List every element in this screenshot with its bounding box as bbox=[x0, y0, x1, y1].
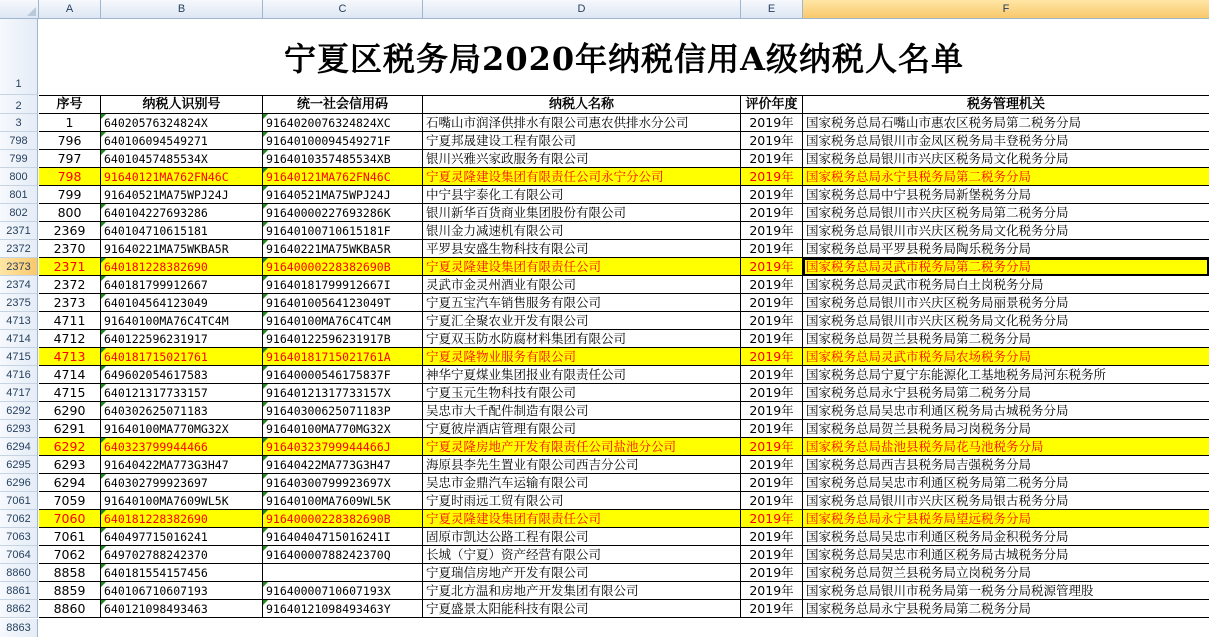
cell-credit-code[interactable]: 91640121098493463Y bbox=[263, 600, 423, 618]
cell-taxpayer-name[interactable]: 宁夏玉元生物科技有限公司 bbox=[423, 384, 741, 402]
table-row bbox=[39, 222, 1209, 240]
cell-taxpayer-id[interactable]: 640302625071183 bbox=[101, 402, 263, 420]
table-row bbox=[39, 276, 1209, 294]
highlighted-table-row bbox=[39, 510, 1209, 528]
cell-taxpayer-id[interactable]: 640181228382690 bbox=[101, 258, 263, 276]
cell-eval-year[interactable]: 2019年 bbox=[741, 564, 803, 582]
cell-seq[interactable]: 4714 bbox=[39, 366, 101, 384]
cell-taxpayer-id[interactable]: 640106710607193 bbox=[101, 582, 263, 600]
cell-taxpayer-name[interactable]: 宁夏双玉防水防腐材料集团有限公司 bbox=[423, 330, 741, 348]
cell-tax-authority[interactable]: 国家税务总局平罗县税务局陶乐税务分局 bbox=[803, 240, 1209, 258]
cell-taxpayer-id[interactable]: 640181799912667 bbox=[101, 276, 263, 294]
table-row bbox=[39, 600, 1209, 618]
cell-tax-authority[interactable]: 国家税务总局永宁县税务局第二税务分局 bbox=[803, 168, 1209, 186]
cell-eval-year[interactable]: 2019年 bbox=[741, 150, 803, 168]
highlighted-table-row bbox=[39, 258, 1209, 276]
cell-tax-authority[interactable]: 国家税务总局石嘴山市惠农区税务局第二税务分局 bbox=[803, 114, 1209, 132]
cell-tax-authority[interactable]: 国家税务总局永宁县税务局第二税务分局 bbox=[803, 384, 1209, 402]
cell-tax-authority[interactable]: 国家税务总局银川市税务局第一税务分局税源管理股 bbox=[803, 582, 1209, 600]
row-header[interactable]: 6295 bbox=[0, 456, 38, 474]
row-header[interactable]: 7061 bbox=[0, 492, 38, 510]
cell-seq[interactable]: 4712 bbox=[39, 330, 101, 348]
header-cell-taxpayer-id[interactable]: 纳税人识别号 bbox=[101, 95, 263, 114]
cell-taxpayer-id[interactable]: 91640121MA762FN46C bbox=[101, 168, 263, 186]
cell-credit-code[interactable]: 91640122596231917B bbox=[263, 330, 423, 348]
cell-taxpayer-id[interactable]: 640106094549271 bbox=[101, 132, 263, 150]
cell-taxpayer-id[interactable]: 91640422MA773G3H47 bbox=[101, 456, 263, 474]
cell-credit-code[interactable]: 91640300625071183P bbox=[263, 402, 423, 420]
row-header[interactable]: 798 bbox=[0, 132, 38, 150]
cell-taxpayer-name[interactable]: 石嘴山市润泽供排水有限公司惠农供排水分公司 bbox=[423, 114, 741, 132]
row-header[interactable]: 2374 bbox=[0, 276, 38, 294]
cell-seq[interactable]: 8859 bbox=[39, 582, 101, 600]
table-row bbox=[39, 366, 1209, 384]
cell-taxpayer-id[interactable]: 91640100MA7609WL5K bbox=[101, 492, 263, 510]
select-all-button[interactable] bbox=[0, 0, 39, 18]
row-header[interactable]: 1 bbox=[0, 19, 38, 95]
cell-taxpayer-id[interactable]: 649702788242370 bbox=[101, 546, 263, 564]
cell-tax-authority[interactable]: 国家税务总局银川市金凤区税务局丰登税务分局 bbox=[803, 132, 1209, 150]
column-header-f[interactable]: F bbox=[803, 0, 1209, 18]
table-row bbox=[39, 150, 1209, 168]
cell-credit-code[interactable]: 91640300799923697X bbox=[263, 474, 423, 492]
table-row bbox=[39, 186, 1209, 204]
cell-taxpayer-id[interactable]: 91640521MA75WPJ24J bbox=[101, 186, 263, 204]
cell-tax-authority[interactable]: 国家税务总局吴忠市利通区税务局古城税务分局 bbox=[803, 546, 1209, 564]
cell-taxpayer-id[interactable]: 640181228382690 bbox=[101, 510, 263, 528]
table-row bbox=[39, 582, 1209, 600]
row-header[interactable]: 3 bbox=[0, 114, 38, 132]
cell-taxpayer-name[interactable]: 灵武市金灵州酒业有限公司 bbox=[423, 276, 741, 294]
cell-eval-year[interactable]: 2019年 bbox=[741, 168, 803, 186]
cell-taxpayer-name[interactable]: 宁夏瑞信房地产开发有限公司 bbox=[423, 564, 741, 582]
cell-seq[interactable]: 7061 bbox=[39, 528, 101, 546]
cell-taxpayer-id[interactable]: 640497715016241 bbox=[101, 528, 263, 546]
cell-seq[interactable]: 6290 bbox=[39, 402, 101, 420]
cell-credit-code[interactable]: 91640100710615181F bbox=[263, 222, 423, 240]
row-header[interactable]: 6294 bbox=[0, 438, 38, 456]
row-header[interactable]: 2372 bbox=[0, 240, 38, 258]
cell-eval-year[interactable]: 2019年 bbox=[741, 258, 803, 276]
cell-taxpayer-id[interactable]: 91640100MA770MG32X bbox=[101, 420, 263, 438]
table-row bbox=[39, 204, 1209, 222]
cell-eval-year[interactable]: 2019年 bbox=[741, 510, 803, 528]
cell-taxpayer-name[interactable]: 海原县李先生置业有限公司西吉分公司 bbox=[423, 456, 741, 474]
cell-seq[interactable]: 7059 bbox=[39, 492, 101, 510]
cell-credit-code[interactable]: 91640121MA762FN46C bbox=[263, 168, 423, 186]
cell-seq[interactable]: 7060 bbox=[39, 510, 101, 528]
cell-eval-year[interactable]: 2019年 bbox=[741, 420, 803, 438]
cell-taxpayer-name[interactable]: 宁夏邦晟建设工程有限公司 bbox=[423, 132, 741, 150]
cell-seq[interactable]: 798 bbox=[39, 168, 101, 186]
cell-eval-year[interactable]: 2019年 bbox=[741, 402, 803, 420]
cell-taxpayer-id[interactable]: 64010457485534X bbox=[101, 150, 263, 168]
cell-seq[interactable]: 7062 bbox=[39, 546, 101, 564]
cell-tax-authority[interactable]: 国家税务总局银川市兴庆区税务局银古税务分局 bbox=[803, 492, 1209, 510]
cell-credit-code[interactable]: 9164020076324824XC bbox=[263, 114, 423, 132]
cell-eval-year[interactable]: 2019年 bbox=[741, 204, 803, 222]
row-header[interactable]: 8863 bbox=[0, 619, 38, 637]
cell-taxpayer-id[interactable]: 640302799923697 bbox=[101, 474, 263, 492]
row-header[interactable]: 6296 bbox=[0, 474, 38, 492]
cell-taxpayer-name[interactable]: 宁夏盛景太阳能科技有限公司 bbox=[423, 600, 741, 618]
cell-eval-year[interactable]: 2019年 bbox=[741, 600, 803, 618]
cell-credit-code[interactable]: 91640100564123049T bbox=[263, 294, 423, 312]
cell-eval-year[interactable]: 2019年 bbox=[741, 546, 803, 564]
cell-credit-code[interactable]: 91640000227693286K bbox=[263, 204, 423, 222]
cell-taxpayer-id[interactable]: 640122596231917 bbox=[101, 330, 263, 348]
row-header[interactable]: 7063 bbox=[0, 528, 38, 546]
cell-eval-year[interactable]: 2019年 bbox=[741, 384, 803, 402]
cell-seq[interactable]: 2373 bbox=[39, 294, 101, 312]
table-row bbox=[39, 546, 1209, 564]
table-row bbox=[39, 240, 1209, 258]
header-cell-taxpayer-name[interactable]: 纳税人名称 bbox=[423, 95, 741, 114]
cell-taxpayer-id[interactable]: 640121317733157 bbox=[101, 384, 263, 402]
cell-seq[interactable]: 6292 bbox=[39, 438, 101, 456]
cell-eval-year[interactable]: 2019年 bbox=[741, 186, 803, 204]
cell-credit-code[interactable]: 91640100MA7609WL5K bbox=[263, 492, 423, 510]
table-row bbox=[39, 528, 1209, 546]
cell-taxpayer-id[interactable]: 91640221MA75WKBA5R bbox=[101, 240, 263, 258]
cell-eval-year[interactable]: 2019年 bbox=[741, 474, 803, 492]
row-header[interactable]: 4713 bbox=[0, 312, 38, 330]
cell-taxpayer-name[interactable]: 神华宁夏煤业集团报业有限责任公司 bbox=[423, 366, 741, 384]
cell-tax-authority[interactable]: 国家税务总局永宁县税务局望远税务分局 bbox=[803, 510, 1209, 528]
cell-seq[interactable]: 2370 bbox=[39, 240, 101, 258]
cell-credit-code[interactable] bbox=[263, 564, 423, 582]
cell-tax-authority[interactable]: 国家税务总局贺兰县税务局立岗税务分局 bbox=[803, 564, 1209, 582]
cell-credit-code[interactable]: 91640181715021761A bbox=[263, 348, 423, 366]
row-header[interactable]: 2371 bbox=[0, 222, 38, 240]
cell-taxpayer-id[interactable]: 640121098493463 bbox=[101, 600, 263, 618]
cell-taxpayer-name[interactable]: 吴忠市大千配件制造有限公司 bbox=[423, 402, 741, 420]
highlighted-table-row bbox=[39, 348, 1209, 366]
cell-tax-authority[interactable]: 国家税务总局灵武市税务局农场税务分局 bbox=[803, 348, 1209, 366]
cell-tax-authority[interactable]: 国家税务总局银川市兴庆区税务局文化税务分局 bbox=[803, 312, 1209, 330]
column-header-a[interactable]: A bbox=[39, 0, 101, 18]
row-header[interactable]: 8861 bbox=[0, 582, 38, 600]
header-cell-eval-year[interactable]: 评价年度 bbox=[741, 95, 803, 114]
cell-taxpayer-id[interactable]: 91640100MA76C4TC4M bbox=[101, 312, 263, 330]
cell-seq[interactable]: 4711 bbox=[39, 312, 101, 330]
cell-credit-code[interactable]: 91640404715016241I bbox=[263, 528, 423, 546]
cell-seq[interactable]: 2372 bbox=[39, 276, 101, 294]
cell-seq[interactable]: 4715 bbox=[39, 384, 101, 402]
cell-seq[interactable]: 2371 bbox=[39, 258, 101, 276]
column-header-e[interactable]: E bbox=[741, 0, 803, 18]
row-header[interactable]: 6293 bbox=[0, 420, 38, 438]
table-row bbox=[39, 456, 1209, 474]
cell-eval-year[interactable]: 2019年 bbox=[741, 222, 803, 240]
cell-eval-year[interactable]: 2019年 bbox=[741, 114, 803, 132]
cell-taxpayer-id[interactable]: 640181715021761 bbox=[101, 348, 263, 366]
table-row bbox=[39, 492, 1209, 510]
cell-tax-authority[interactable]: 国家税务总局灵武市税务局第二税务分局 bbox=[803, 258, 1209, 276]
cell-tax-authority[interactable]: 国家税务总局贺兰县税务局第二税务分局 bbox=[803, 330, 1209, 348]
row-header[interactable]: 802 bbox=[0, 204, 38, 222]
cell-eval-year[interactable]: 2019年 bbox=[741, 240, 803, 258]
highlighted-table-row bbox=[39, 438, 1209, 456]
cell-credit-code[interactable]: 91640422MA773G3H47 bbox=[263, 456, 423, 474]
cell-credit-code[interactable]: 91640323799944466J bbox=[263, 438, 423, 456]
cell-taxpayer-name[interactable]: 银川兴雅兴家政服务有限公司 bbox=[423, 150, 741, 168]
cell-tax-authority[interactable]: 国家税务总局贺兰县税务局习岗税务分局 bbox=[803, 420, 1209, 438]
cell-tax-authority[interactable]: 国家税务总局吴忠市利通区税务局金积税务分局 bbox=[803, 528, 1209, 546]
table-row bbox=[39, 384, 1209, 402]
cell-tax-authority[interactable]: 国家税务总局盐池县税务局花马池税务分局 bbox=[803, 438, 1209, 456]
row-header[interactable]: 8862 bbox=[0, 600, 38, 618]
cell-taxpayer-name[interactable]: 固原市凯达公路工程有限公司 bbox=[423, 528, 741, 546]
cell-eval-year[interactable]: 2019年 bbox=[741, 366, 803, 384]
cell-taxpayer-id[interactable]: 640181554157456 bbox=[101, 564, 263, 582]
row-header[interactable]: 4714 bbox=[0, 330, 38, 348]
row-header[interactable]: 8860 bbox=[0, 564, 38, 582]
cell-seq[interactable]: 8860 bbox=[39, 600, 101, 618]
row-header[interactable]: 801 bbox=[0, 186, 38, 204]
column-header-c[interactable]: C bbox=[263, 0, 423, 18]
cell-tax-authority[interactable]: 国家税务总局灵武市税务局白土岗税务分局 bbox=[803, 276, 1209, 294]
cell-tax-authority[interactable]: 国家税务总局银川市兴庆区税务局文化税务分局 bbox=[803, 150, 1209, 168]
row-header[interactable]: 7062 bbox=[0, 510, 38, 528]
cell-taxpayer-id[interactable]: 64020576324824X bbox=[101, 114, 263, 132]
cell-taxpayer-id[interactable]: 640104710615181 bbox=[101, 222, 263, 240]
cell-eval-year[interactable]: 2019年 bbox=[741, 132, 803, 150]
cell-eval-year[interactable]: 2019年 bbox=[741, 528, 803, 546]
cell-taxpayer-name[interactable]: 长城（宁夏）资产经营有限公司 bbox=[423, 546, 741, 564]
row-header[interactable]: 7064 bbox=[0, 546, 38, 564]
table-row bbox=[39, 114, 1209, 132]
cell-taxpayer-name[interactable]: 宁夏五宝汽车销售服务有限公司 bbox=[423, 294, 741, 312]
cell-taxpayer-name[interactable]: 宁夏北方温和房地产开发集团有限公司 bbox=[423, 582, 741, 600]
cell-taxpayer-name[interactable]: 吴忠市金鼎汽车运输有限公司 bbox=[423, 474, 741, 492]
cell-tax-authority[interactable]: 国家税务总局中宁县税务局新堡税务分局 bbox=[803, 186, 1209, 204]
cell-seq[interactable]: 2369 bbox=[39, 222, 101, 240]
cell-eval-year[interactable]: 2019年 bbox=[741, 312, 803, 330]
cell-credit-code[interactable]: 91640000228382690B bbox=[263, 510, 423, 528]
cell-tax-authority[interactable]: 国家税务总局宁夏宁东能源化工基地税务局河东税务所 bbox=[803, 366, 1209, 384]
cell-eval-year[interactable]: 2019年 bbox=[741, 582, 803, 600]
row-header[interactable]: 6292 bbox=[0, 402, 38, 420]
cell-eval-year[interactable]: 2019年 bbox=[741, 456, 803, 474]
row-header[interactable]: 4715 bbox=[0, 348, 38, 366]
cell-credit-code[interactable]: 91640100MA770MG32X bbox=[263, 420, 423, 438]
column-header-b[interactable]: B bbox=[101, 0, 263, 18]
cell-taxpayer-name[interactable]: 宁夏灵隆物业服务有限公司 bbox=[423, 348, 741, 366]
table-row bbox=[39, 564, 1209, 582]
row-header[interactable]: 800 bbox=[0, 168, 38, 186]
cell-tax-authority[interactable]: 国家税务总局永宁县税务局第二税务分局 bbox=[803, 600, 1209, 618]
cell-credit-code[interactable]: 9164010357485534XB bbox=[263, 150, 423, 168]
cell-credit-code[interactable]: 91640121317733157X bbox=[263, 384, 423, 402]
cell-taxpayer-id[interactable]: 640323799944466 bbox=[101, 438, 263, 456]
cell-seq[interactable]: 799 bbox=[39, 186, 101, 204]
table-row bbox=[39, 474, 1209, 492]
table-row bbox=[39, 312, 1209, 330]
header-cell-seq[interactable]: 序号 bbox=[39, 95, 101, 114]
cell-tax-authority[interactable]: 国家税务总局西吉县税务局吉强税务分局 bbox=[803, 456, 1209, 474]
cell-seq[interactable]: 6294 bbox=[39, 474, 101, 492]
cell-taxpayer-id[interactable]: 649602054617583 bbox=[101, 366, 263, 384]
cell-seq[interactable]: 4713 bbox=[39, 348, 101, 366]
cell-taxpayer-id[interactable]: 640104227693286 bbox=[101, 204, 263, 222]
header-cell-tax-authority[interactable]: 税务管理机关 bbox=[803, 95, 1209, 114]
cell-eval-year[interactable]: 2019年 bbox=[741, 492, 803, 510]
cell-credit-code[interactable]: 91640000228382690B bbox=[263, 258, 423, 276]
column-header-d[interactable]: D bbox=[423, 0, 741, 18]
cell-seq[interactable]: 797 bbox=[39, 150, 101, 168]
table-header-row bbox=[39, 95, 1209, 114]
table-row bbox=[39, 402, 1209, 420]
cell-eval-year[interactable]: 2019年 bbox=[741, 294, 803, 312]
cell-taxpayer-name[interactable]: 宁夏时雨远工贸有限公司 bbox=[423, 492, 741, 510]
cell-credit-code[interactable]: 91640521MA75WPJ24J bbox=[263, 186, 423, 204]
row-header[interactable]: 4717 bbox=[0, 384, 38, 402]
cell-credit-code[interactable]: 91640100MA76C4TC4M bbox=[263, 312, 423, 330]
cell-seq[interactable]: 6293 bbox=[39, 456, 101, 474]
cell-tax-authority[interactable]: 国家税务总局银川市兴庆区税务局丽景税务分局 bbox=[803, 294, 1209, 312]
cell-eval-year[interactable]: 2019年 bbox=[741, 330, 803, 348]
cell-seq[interactable]: 6291 bbox=[39, 420, 101, 438]
cell-taxpayer-name[interactable]: 中宁县宇泰化工有限公司 bbox=[423, 186, 741, 204]
cell-taxpayer-name[interactable]: 宁夏汇全聚农业开发有限公司 bbox=[423, 312, 741, 330]
cell-seq[interactable]: 8858 bbox=[39, 564, 101, 582]
cell-seq[interactable]: 796 bbox=[39, 132, 101, 150]
cell-credit-code[interactable]: 91640100094549271F bbox=[263, 132, 423, 150]
cell-tax-authority[interactable]: 国家税务总局吴忠市利通区税务局古城税务分局 bbox=[803, 402, 1209, 420]
row-header[interactable]: 2 bbox=[0, 95, 38, 114]
cell-taxpayer-name[interactable]: 银川金力减速机有限公司 bbox=[423, 222, 741, 240]
header-cell-credit-code[interactable]: 统一社会信用码 bbox=[263, 95, 423, 114]
table-row bbox=[39, 294, 1209, 312]
cell-credit-code[interactable]: 91640000788242370Q bbox=[263, 546, 423, 564]
column-header-bar bbox=[0, 0, 1209, 19]
cell-taxpayer-name[interactable]: 宁夏灵隆房地产开发有限责任公司盐池分公司 bbox=[423, 438, 741, 456]
cell-eval-year[interactable]: 2019年 bbox=[741, 348, 803, 366]
cell-taxpayer-name[interactable]: 平罗县安盛生物科技有限公司 bbox=[423, 240, 741, 258]
cell-taxpayer-name[interactable]: 宁夏彼岸酒店管理有限公司 bbox=[423, 420, 741, 438]
cell-eval-year[interactable]: 2019年 bbox=[741, 438, 803, 456]
cell-taxpayer-name[interactable]: 宁夏灵隆建设集团有限责任公司永宁分公司 bbox=[423, 168, 741, 186]
sheet-title[interactable]: 宁夏区税务局2020年纳税信用A级纳税人名单 bbox=[39, 19, 1209, 96]
cell-eval-year[interactable]: 2019年 bbox=[741, 276, 803, 294]
row-header[interactable]: 2375 bbox=[0, 294, 38, 312]
cell-taxpayer-id[interactable]: 640104564123049 bbox=[101, 294, 263, 312]
cell-credit-code[interactable]: 91640000710607193X bbox=[263, 582, 423, 600]
cell-seq[interactable]: 800 bbox=[39, 204, 101, 222]
cell-tax-authority[interactable]: 国家税务总局银川市兴庆区税务局文化税务分局 bbox=[803, 222, 1209, 240]
row-header[interactable]: 4716 bbox=[0, 366, 38, 384]
cell-taxpayer-name[interactable]: 银川新华百货商业集团股份有限公司 bbox=[423, 204, 741, 222]
highlighted-table-row bbox=[39, 168, 1209, 186]
cell-credit-code[interactable]: 91640221MA75WKBA5R bbox=[263, 240, 423, 258]
cell-taxpayer-name[interactable]: 宁夏灵隆建设集团有限责任公司 bbox=[423, 258, 741, 276]
row-header[interactable]: 799 bbox=[0, 150, 38, 168]
table-row bbox=[39, 330, 1209, 348]
cell-credit-code[interactable]: 91640000546175837F bbox=[263, 366, 423, 384]
row-header[interactable]: 2373 bbox=[0, 258, 38, 276]
table-row bbox=[39, 420, 1209, 438]
cell-seq[interactable]: 1 bbox=[39, 114, 101, 132]
cell-tax-authority[interactable]: 国家税务总局银川市兴庆区税务局第二税务分局 bbox=[803, 204, 1209, 222]
cell-tax-authority[interactable]: 国家税务总局吴忠市利通区税务局第二税务分局 bbox=[803, 474, 1209, 492]
cell-taxpayer-name[interactable]: 宁夏灵隆建设集团有限责任公司 bbox=[423, 510, 741, 528]
table-row bbox=[39, 132, 1209, 150]
cell-credit-code[interactable]: 91640181799912667I bbox=[263, 276, 423, 294]
